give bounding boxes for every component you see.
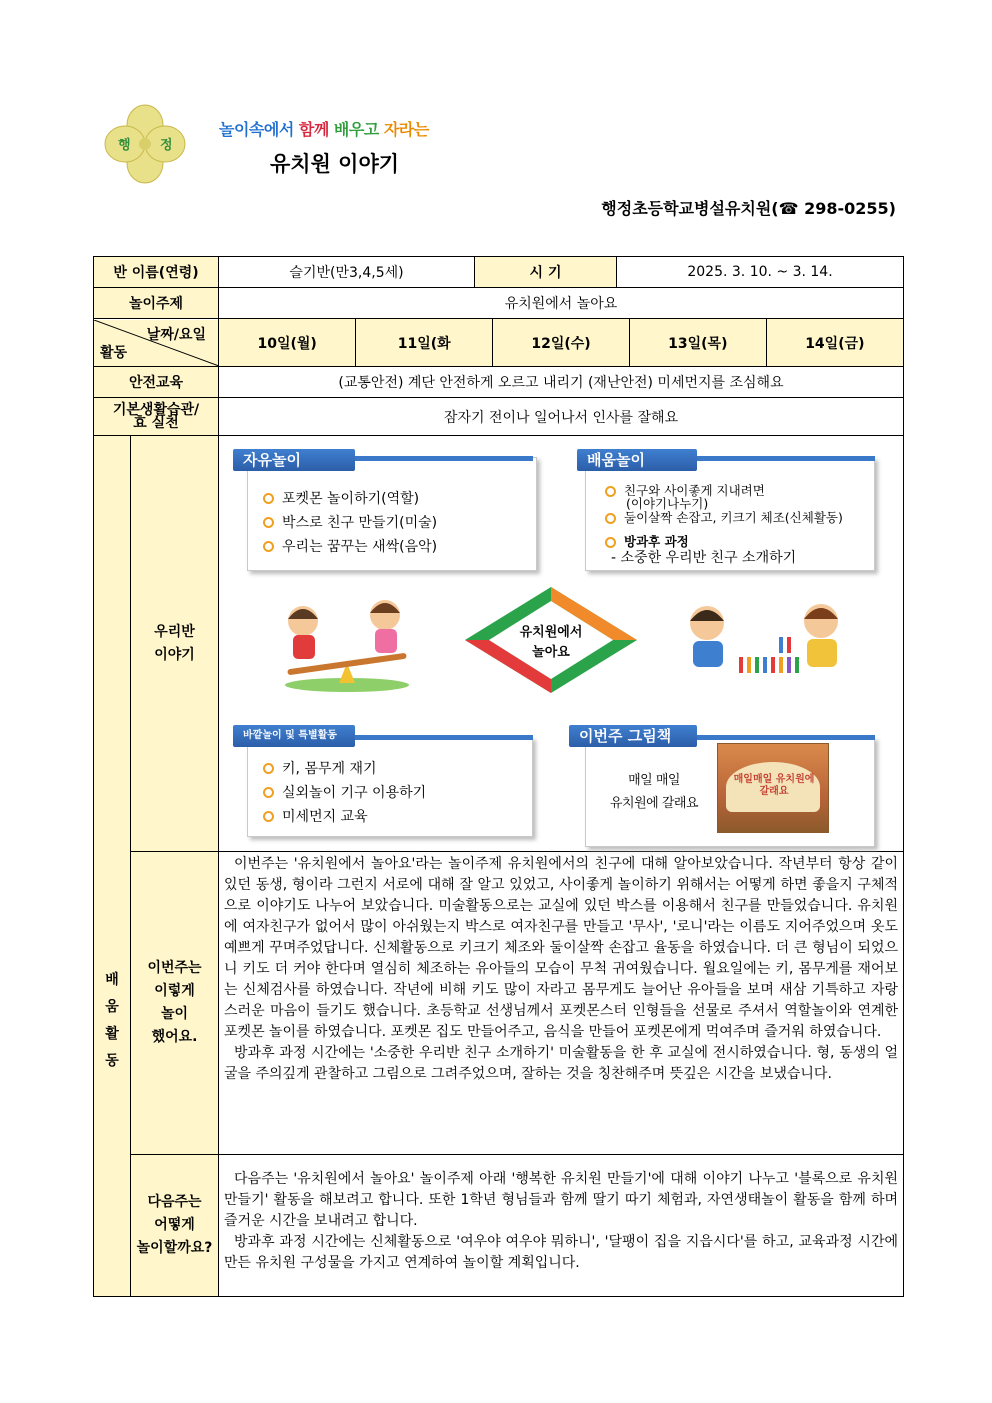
next-week-label: 다음주는 어떻게 놀이할까요? [131,1155,219,1297]
this-week-label: 이번주는 이렇게 놀이 했어요. [131,852,219,1155]
theme-label: 놀이주제 [94,288,219,319]
learning-play-item-1-sub: (이야기나누기) [626,495,709,511]
free-play-item-2: 박스로 친구 만들기(미술) [263,512,437,532]
class-story-collage [219,437,903,851]
period-value: 2025. 3. 10. ~ 3. 14. [617,257,904,288]
newsletter-table [93,256,904,1297]
next-week-paragraph-1: 다음주는 '유치원에서 놀아요' 놀이주제 아래 '행복한 유치원 만들기'에 대해 이야기 나누고 '블록으로 유치원 만들기' 활동을 해보려고 합니다. 또한 1학년 형님들과 함께 딸기 따기 체험과, 자연생태놀이 활동을 함께 하며 즐거운 시간을 보내려고 합니다. [224,1171,899,1229]
day-mon: 10일(월) [219,319,356,366]
learning-activity-label: 배움활동 [94,436,131,1297]
outdoor-item-1: 키, 몸무게 재기 [263,758,377,778]
slogan-word-4: 자라는 [383,120,429,139]
safety-label: 안전교육 [94,367,219,398]
learning-play-item-3: 방과후 과정 [605,535,689,548]
slogan [219,117,429,140]
free-play-item-3: 우리는 꿈꾸는 새싹(음악) [263,536,437,556]
learning-play-item-1: 친구와 사이좋게 지내려면 [605,484,765,497]
theme-value: 유치원에서 놀아요 [219,288,904,319]
free-play-item-1: 포켓몬 놀이하기(역할) [263,488,419,508]
picture-book-title: 이번주 그림책 [569,725,697,747]
learning-play-item-3-sub: - 소중한 우리반 친구 소개하기 [611,549,797,566]
learning-play-title: 배움놀이 [577,449,697,471]
activity-header: 활동 [100,344,128,361]
slogan-word-3: 배우고 [333,120,379,139]
logo-char-2: 정 [160,138,173,153]
next-week-story [219,1155,904,1297]
class-value: 슬기반(만3,4,5세) [219,257,475,288]
picture-book-cover-title: 매일매일 유치원에 갈래요 [733,773,815,797]
blocks-kids-illustration [679,597,849,689]
theme-diamond-text: 유치원에서 놀아요 [519,624,583,660]
outdoor-item-2: 실외놀이 기구 이용하기 [263,782,426,802]
safety-value: (교통안전) 계단 안전하게 오르고 내리기 (재난안전) 미세먼지를 조심해요 [219,367,904,398]
school-logo [104,103,186,185]
this-week-paragraph-2: 방과후 과정 시간에는 '소중한 우리반 친구 소개하기' 미술활동을 한 후 교실에 전시하였습니다. 형, 동생의 얼굴을 주의깊게 관찰하고 그림으로 그려주었으며, 잘하는 것을 칭찬해주며 뜻깊은 시간을 보냈습니다. [224,1045,899,1082]
habit-label: 기본생활습관/ 효 실천 [94,398,219,436]
date-header: 날짜/요일 [146,326,207,343]
day-wed: 12일(수) [493,319,630,366]
this-week-paragraph-1: 이번주는 '유치원에서 놀아요'라는 놀이주제 유치원에서의 친구에 대해 알아보았습니다. 작년부터 항상 같이 있던 동생, 형이라 그런지 서로에 대해 잘 알고 있었고, 사이좋게 놀이하기 위해서는 어떻게 하면 좋을지 구체적으로 이야기도 나누어 보았습니다. 미술활동으로는 교실에 있던 박스를 이용해서 친구를 만들었습니다. 유치원에 여자친구가 없어서 많이 아쉬웠는지 박스로 여자친구를 만들고 '무사', '로니'라는 이름도 지어주었으며 옷도 예쁘게 꾸며주었답니다. 신체활동으로 키크기 체조와 둘이살짝 손잡고 율동을 하였습니다. 더 큰 형님이 되었으니 키도 더 커야 한다며 열심히 체조하는 유아들의 모습이 무척 귀여웠습니다. 월요일에는 키, 몸무게를 재어보는 신체검사를 하였습니다. 작년에 비해 키도 많이 자라고 몸무게도 늘어난 유아들을 보며 새삼 기특하고 자랑스러운 마음이 들기도 했습니다. 초등학교 선생님께서 포켓몬스터 인형들을 선물로 주셔서 역할놀이와 연계한 포켓몬 놀이를 하였습니다. 포켓몬 집도 만들어주고, 음식을 만들어 포켓몬에게 먹여주며 즐거워 하였습니다. [224,856,899,1040]
next-week-paragraph-2: 방과후 과정 시간에는 신체활동으로 '여우야 여우야 뭐하니', '달팽이 집을 지읍시다'를 하고, 교육과정 시간에 만든 유치원 구성물을 가지고 연계하여 놀이할 계획입니다. [224,1234,899,1271]
day-fri: 14일(금) [766,319,903,366]
date-activity-header [94,320,218,366]
school-contact: 행정초등학교병설유치원(☎ 298-0255) [601,199,896,218]
logo-char-1: 행 [118,138,131,153]
free-play-title: 자유놀이 [233,449,355,471]
picture-book-name: 매일 매일 유치원에 갈래요 [609,772,699,811]
page-title: 유치원 이야기 [270,152,400,176]
seesaw-kids-illustration [277,593,417,693]
picture-book-cover [717,743,829,833]
slogan-word-2: 함께 [298,120,329,139]
outdoor-title: 바깥놀이 및 특별활동 [233,725,355,747]
day-tue: 11일(화 [356,319,493,366]
slogan-word-1: 놀이속에서 [219,120,294,139]
habit-value: 잠자기 전이나 일어나서 인사를 잘해요 [219,398,904,436]
day-row [219,319,903,366]
class-label: 반 이름(연령) [94,257,219,288]
period-label: 시 기 [475,257,617,288]
this-week-story [219,852,904,1155]
class-story-label: 우리반 이야기 [131,436,219,852]
outdoor-item-3: 미세먼지 교육 [263,806,368,826]
learning-play-item-2: 둘이살짝 손잡고, 키크기 체조(신체활동) [605,511,843,524]
day-thu: 13일(목) [629,319,766,366]
